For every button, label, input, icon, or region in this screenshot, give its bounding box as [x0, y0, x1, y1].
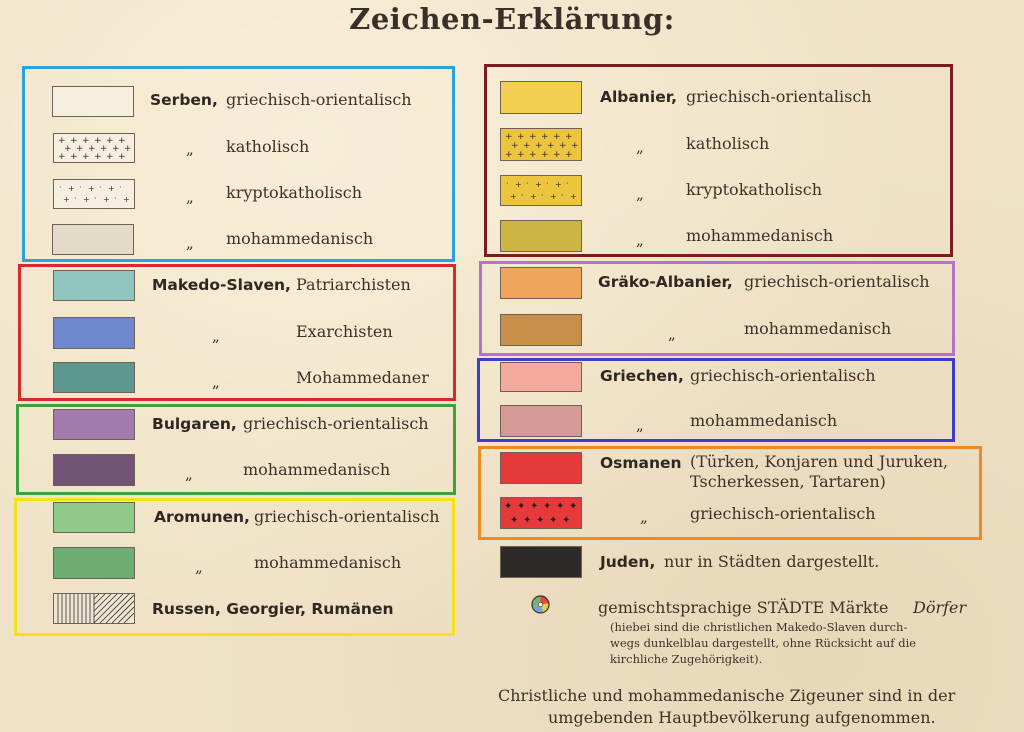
svg-text:+: + — [523, 141, 531, 151]
ditto-aromunen-muslim: „ — [195, 558, 203, 576]
label-serben-muslim: mohammedanisch — [226, 229, 374, 248]
footer-line1: Christliche und mohammedanische Zigeuner sind in der — [498, 686, 956, 705]
note-mixed-line2: wegs dunkelblau dargestellt, ohne Rücksicht auf die — [610, 636, 917, 650]
label-albanier-cryptocatholic: kryptokatholisch — [686, 180, 822, 199]
label-serben-orthodox: griechisch-orientalisch — [226, 90, 412, 109]
swatch-serben-muslim — [52, 224, 134, 255]
swatch-griechen-muslim — [500, 405, 582, 437]
svg-text:+: + — [535, 141, 543, 151]
svg-text:·: · — [119, 183, 122, 192]
ditto-albanier-catholic: „ — [636, 138, 644, 156]
svg-text:+: + — [547, 141, 555, 151]
svg-text:+: + — [541, 132, 549, 142]
svg-text:+: + — [529, 132, 537, 142]
svg-text:✦: ✦ — [562, 515, 571, 526]
svg-text:+: + — [118, 136, 126, 146]
label-graeko-albanier-muslim: mohammedanisch — [744, 319, 892, 338]
legend-title: Zeichen-Erklärung: — [349, 2, 675, 36]
label-mixed-doerfer: Dörfer — [913, 598, 967, 617]
svg-text:+: + — [94, 136, 102, 146]
swatch-bulgaren-muslim — [53, 454, 135, 486]
svg-text:+: + — [68, 184, 75, 193]
ditto-griechen-muslim: „ — [636, 416, 644, 434]
label-osmanen-line1: (Türken, Konjaren und Juruken, — [690, 452, 949, 471]
label-bulgaren-muslim: mohammedanisch — [243, 460, 391, 479]
svg-text:·: · — [541, 191, 544, 200]
svg-text:·: · — [99, 183, 102, 192]
label-russen-georgier-rumaenen: Russen, Georgier, Rumänen — [152, 600, 394, 618]
svg-text:+: + — [517, 132, 525, 142]
svg-text:✦: ✦ — [536, 515, 545, 526]
svg-text:+: + — [82, 136, 90, 146]
svg-text:✦: ✦ — [523, 515, 532, 526]
svg-text:+: + — [82, 152, 90, 162]
svg-text:+: + — [555, 180, 562, 189]
swatch-aromunen-orthodox — [53, 502, 135, 533]
svg-text:+: + — [571, 141, 579, 151]
ditto-albanier-cryptocatholic: „ — [636, 185, 644, 203]
ditto-makedo-muslims: „ — [212, 373, 220, 391]
ditto-graeko-albanier-muslim: „ — [668, 325, 676, 343]
label-aromunen-muslim: mohammedanisch — [254, 553, 402, 572]
ditto-osmanen-orthodox: „ — [640, 508, 648, 526]
label-makedo-exarchists: Exarchisten — [296, 322, 393, 341]
svg-text:+: + — [515, 180, 522, 189]
svg-text:+: + — [570, 192, 577, 201]
swatch-griechen-orthodox — [500, 362, 582, 392]
label-osmanen-line2: Tscherkessen, Tartaren) — [690, 472, 886, 491]
ditto-serben-muslim: „ — [186, 234, 194, 252]
ditto-bulgaren-muslim: „ — [185, 465, 193, 483]
svg-text:·: · — [74, 194, 77, 203]
svg-text:✦: ✦ — [549, 515, 558, 526]
svg-text:+: + — [103, 195, 110, 204]
label-makedo-muslims: Mohammedaner — [296, 368, 429, 387]
svg-text:+: + — [511, 141, 519, 151]
label-juden: Juden, — [600, 553, 656, 571]
svg-text:✦: ✦ — [556, 501, 565, 512]
svg-text:·: · — [546, 179, 549, 188]
label-albanier: Albanier, — [600, 88, 677, 106]
svg-text:·: · — [79, 183, 82, 192]
svg-text:+: + — [529, 150, 537, 160]
svg-text:+: + — [100, 144, 108, 154]
swatch-albanier-orthodox — [500, 81, 582, 114]
ditto-serben-catholic: „ — [186, 140, 194, 158]
swatch-juden — [500, 546, 582, 578]
note-mixed-line3: kirchliche Zugehörigkeit). — [610, 652, 763, 666]
svg-text:+: + — [88, 184, 95, 193]
swatch-serben-orthodox — [52, 86, 134, 117]
svg-text:+: + — [550, 192, 557, 201]
svg-text:·: · — [566, 179, 569, 188]
swatch-osmanen-orthodox — [500, 497, 582, 529]
svg-text:·: · — [561, 191, 564, 200]
label-albanier-catholic: katholisch — [686, 134, 770, 153]
label-serben: Serben, — [150, 91, 218, 109]
label-griechen-orthodox: griechisch-orientalisch — [690, 366, 876, 385]
svg-text:+: + — [517, 150, 525, 160]
swatch-bulgaren-orthodox — [53, 409, 135, 440]
label-serben-cryptocatholic: kryptokatholisch — [226, 183, 362, 202]
label-albanier-orthodox: griechisch-orientalisch — [686, 87, 872, 106]
svg-text:·: · — [59, 183, 62, 192]
svg-text:·: · — [521, 191, 524, 200]
label-mixed-lead: gemischtsprachige STÄDTE Märkte — [598, 598, 889, 617]
svg-text:+: + — [63, 195, 70, 204]
label-aromunen: Aromunen, — [154, 508, 250, 526]
ditto-serben-cryptocatholic: „ — [186, 188, 194, 206]
svg-text:✦: ✦ — [504, 501, 513, 512]
svg-text:·: · — [94, 194, 97, 203]
label-serben-catholic: katholisch — [226, 137, 310, 156]
svg-text:+: + — [64, 144, 72, 154]
svg-text:+: + — [565, 150, 573, 160]
svg-text:+: + — [112, 144, 120, 154]
svg-text:·: · — [114, 194, 117, 203]
svg-text:+: + — [58, 152, 66, 162]
svg-text:+: + — [94, 152, 102, 162]
swatch-makedo-muslims — [53, 362, 135, 393]
mixed-settlement-icon — [531, 595, 550, 614]
swatch-graeko-albanier-muslim — [500, 314, 582, 346]
svg-text:+: + — [83, 195, 90, 204]
svg-text:✦: ✦ — [510, 515, 519, 526]
label-bulgaren-orthodox: griechisch-orientalisch — [243, 414, 429, 433]
label-bulgaren: Bulgaren, — [152, 415, 237, 433]
svg-text:+: + — [530, 192, 537, 201]
swatch-graeko-albanier-orthodox — [500, 267, 582, 299]
svg-text:+: + — [70, 152, 78, 162]
svg-text:+: + — [88, 144, 96, 154]
svg-text:+: + — [106, 136, 114, 146]
svg-text:+: + — [553, 132, 561, 142]
label-osmanen-orthodox: griechisch-orientalisch — [690, 504, 876, 523]
swatch-osmanen — [500, 452, 582, 484]
svg-text:+: + — [124, 144, 132, 154]
svg-text:✦: ✦ — [543, 501, 552, 512]
svg-text:+: + — [106, 152, 114, 162]
label-griechen-muslim: mohammedanisch — [690, 411, 838, 430]
label-makedo-patriarchists: Patriarchisten — [296, 275, 411, 294]
label-osmanen: Osmanen — [600, 454, 682, 472]
label-griechen: Griechen, — [600, 367, 684, 385]
svg-text:·: · — [526, 179, 529, 188]
svg-text:✦: ✦ — [530, 501, 539, 512]
swatch-russen-georgier-rumaenen — [53, 593, 135, 624]
swatch-serben-cryptocatholic — [53, 179, 135, 209]
svg-text:+: + — [541, 150, 549, 160]
swatch-serben-catholic — [53, 133, 135, 163]
svg-text:+: + — [70, 136, 78, 146]
swatch-aromunen-muslim — [53, 547, 135, 579]
svg-text:+: + — [553, 150, 561, 160]
label-juden-note: nur in Städten dargestellt. — [664, 552, 880, 571]
svg-text:+: + — [535, 180, 542, 189]
swatch-albanier-catholic — [500, 128, 582, 161]
ditto-makedo-exarchists: „ — [212, 327, 220, 345]
svg-text:+: + — [505, 132, 513, 142]
swatch-albanier-cryptocatholic — [500, 175, 582, 206]
svg-text:+: + — [505, 150, 513, 160]
note-mixed-line1: (hiebei sind die christlichen Makedo-Slaven durch- — [610, 620, 908, 634]
ditto-albanier-muslim: „ — [636, 231, 644, 249]
svg-text:+: + — [559, 141, 567, 151]
svg-text:+: + — [108, 184, 115, 193]
swatch-albanier-muslim — [500, 220, 582, 252]
label-makedo-slaven: Makedo-Slaven, — [152, 276, 291, 294]
label-graeko-albanier: Gräko-Albanier, — [598, 273, 733, 291]
label-albanier-muslim: mohammedanisch — [686, 226, 834, 245]
swatch-makedo-exarchists — [53, 317, 135, 349]
label-graeko-albanier-orthodox: griechisch-orientalisch — [744, 272, 930, 291]
swatch-makedo-patriarchists — [53, 270, 135, 301]
svg-text:+: + — [58, 136, 66, 146]
svg-text:✦: ✦ — [569, 501, 578, 512]
svg-text:+: + — [565, 132, 573, 142]
svg-text:+: + — [76, 144, 84, 154]
footer-line2: umgebenden Hauptbevölkerung aufgenommen. — [548, 708, 936, 727]
svg-text:+: + — [510, 192, 517, 201]
svg-text:+: + — [123, 195, 130, 204]
label-aromunen-orthodox: griechisch-orientalisch — [254, 507, 440, 526]
svg-text:+: + — [118, 152, 126, 162]
svg-text:✦: ✦ — [517, 501, 526, 512]
svg-text:·: · — [506, 179, 509, 188]
